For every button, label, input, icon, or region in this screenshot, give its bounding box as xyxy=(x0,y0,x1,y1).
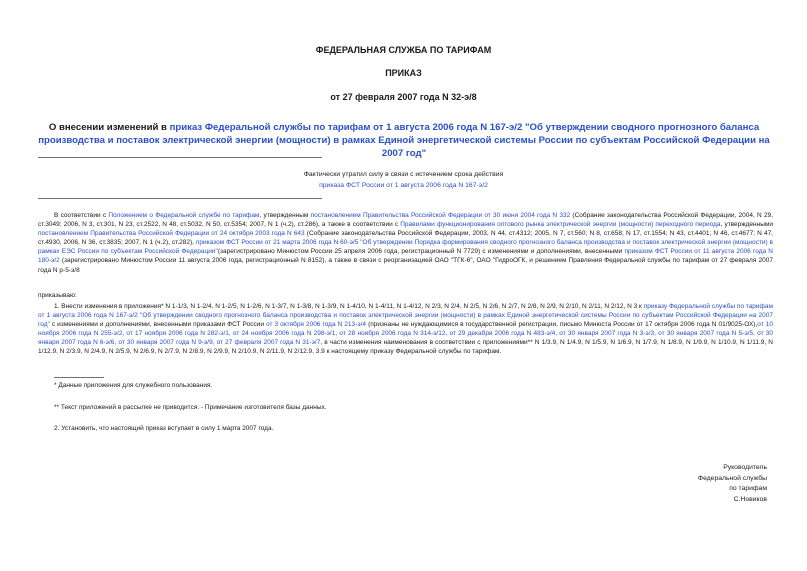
market-rules-link[interactable]: Правилами функционирования оптового рынка электрической энергии (мощности) переходного периода xyxy=(400,221,721,229)
order-60-link[interactable]: приказом ФСТ России от 21 марта 2006 года N 60-э/5 "Об утверждении Порядка формирования сводного прогнозного баланса производства и поставок электрической энергии (мощности) в рамках ЕЭС России по субъектам Российской Федерации" xyxy=(38,239,774,256)
preamble-paragraph: В соответствии с Положением о Федеральной службе по тарифам, утвержденным постановлением Правительства Российской Федерации от 30 июня 2004 года N 332 (Собрание законодательства Российской Федерации, 2004, N 29, ст.3049; 2006, N 3, ст.301, N 23, ст.2522, N 48, ст.5032, N 50, ст.5354; 2007, N 1 (ч.2), ст.286), а также в соответствии с Правилами функционирования оптового рынка электрической энергии (мощности) переходного периода, утвержденными постановлением Правительства Российской Федерации от 24 октября 2003 года N 643 (Собрание законодательства Российской Федерации, 2003, N 44, ст.4312; 2005, N 7, ст.560; N 8, ст.658; N 17, ст.1554; N 43, ст.4401; N 46, ст.4677; N 47, ст.4930, 2006, N 36, ст.3835; 2007, N 1 (ч.2), ст.282), приказом ФСТ России от 21 марта 2006 года N 60-э/5 "Об утверждении Порядка формирования сводного прогнозного баланса производства и поставок электрической энергии (мощности) в рамках ЕЭС России по субъектам Российской Федерации"(зарегистрировано Минюстом России 25 апреля 2006 года, регистрационный N 7729) с изменениями и дополнениями, внесенными приказом ФСТ России от 11 августа 2006 года N 180-э/2 (зарегистрировано Минюстом России 11 августа 2006 года, регистрационный N 8152), а также в связи с реорганизацией ОАО "ТГК-6", ОАО "ГидроОГК, и решением Правления Федеральной службы по тарифам от 27 февраля 2007 года N р-5-э/8 xyxy=(38,212,774,274)
government-decree-link[interactable]: постановлением Правительства Российской Федерации от 30 июня 2004 года N 332 xyxy=(310,212,571,219)
footnote-divider xyxy=(54,377,104,378)
divider-top xyxy=(38,157,322,158)
status-note-link[interactable]: приказа ФСТ России от 1 августа 2006 года N 167-э/2 xyxy=(319,182,488,189)
amending-orders-link[interactable]: от 10 ноября 2006 года N 255-э/2, от 17 ноября 2006 года N 282-э/1, от 24 ноября 2006 года N 298-э/1, от 28 ноября 2006 года N 314-э/12, от 29 декабря 2006 года N 483-э/4, от 30 января 2007 года N 3-э/3, от 30 января 2007 года N 5-э/5, от 30 января 2007 года N 6-э/6, от 30 января 2007 года N 9-э/9, от 27 февраля 2007 года N 31-э/7 xyxy=(38,321,773,347)
decree-643-link[interactable]: постановлением Правительства Российской Федерации от 24 октября 2003 года N 643 xyxy=(38,230,305,238)
status-note-text: Фактически утратил силу в связи с истечением срока действия xyxy=(303,171,504,178)
agency-heading: ФЕДЕРАЛЬНАЯ СЛУЖБА ПО ТАРИФАМ xyxy=(315,45,492,55)
item-1-paragraph: 1. Внести изменения в приложения* N 1-1/3, N 1-2/4, N 1-2/5, N 1-2/6, N 1-3/7, N 1-3/8, N 1-3/9, N 1-4/10, N 1-4/11, N 1-4/12, N 2/3, N 2/4, N 2/5, N 2/6, N 2/7, N 2/8, N 2/9, N 2/10, N 2/11, N 2/12, N 3 к приказу Федеральной службы по тарифам от 1 августа 2006 года N 167-э/2 "Об утверждении сводного прогнозного баланса производства и поставок электрической энергии (мощности) в рамках Единой энергетической системы России по субъектам Российской Федерации на 2007 год" с изменениями и дополнениями, внесенными приказами ФСТ России от 3 октября 2006 года N 213-э/4 (признаны не нуждающимися в государственной регистрации, письмо Минюста России от 17 октября 2006 года N 01/9025-ОХ),от 10 ноября 2006 года N 255-э/2, от 17 ноября 2006 года N 282-э/1, от 24 ноября 2006 года N 298-э/1, от 28 ноября 2006 года N 314-э/12, от 29 декабря 2006 года N 483-э/4, от 30 января 2007 года N 3-э/3, от 30 января 2007 года N 5-э/5, от 30 января 2007 года N 6-э/6, от 30 января 2007 года N 9-э/9, от 27 февраля 2007 года N 31-э/7, в части изменения наименования в соответствии с приложениями** N 1/3.9, N 1/4.9, N 1/5.9, N 1/6.9, N 1/7.9, N 1/8.9, N 1/9.9, N 1/10.9, N 1/11.9, N 1/12.9, N 2/3.9, N 2/4.9, N 2/5.9, N 2/6.9, N 2/7.9, N 2/8.9, N 2/9.9, N 2/10.9, N 2/11.9, N 2/12.9, 3.9 к настоящему приказу Федеральной службы по тарифам. xyxy=(38,303,773,356)
footnote-1: * Данные приложения для служебного пользования. xyxy=(54,382,213,389)
signature-agency-2: по тарифам xyxy=(729,485,767,493)
regulation-link[interactable]: Положением о Федеральной службе по тарифам xyxy=(108,212,260,219)
title-link[interactable]: приказ Федеральной службы по тарифам от 1 августа 2006 года N 167-э/2 "Об утверждении сводного прогнозного баланса производства и поставок электрической энергии (мощности) в рамках Единой энергетической системы России по субъектам Российской Федерации на 2007 год" xyxy=(38,122,770,159)
footnote-2: ** Текст приложений в рассылке не приводится. - Примечание изготовителя базы данных. xyxy=(54,404,327,411)
document-type: ПРИКАЗ xyxy=(385,68,422,78)
status-note-line2 xyxy=(0,181,807,190)
signature-agency: Федеральной службы xyxy=(697,474,767,482)
order-213-link[interactable]: от 3 октября 2006 года N 213-э/4 xyxy=(266,321,367,329)
document-title xyxy=(28,121,780,160)
signature-name: С.Новиков xyxy=(733,495,767,503)
title-prefix: О внесении изменений в xyxy=(48,122,170,133)
document-date-number: от 27 февраля 2007 года N 32-э/8 xyxy=(330,92,477,102)
item-2-paragraph: 2. Установить, что настоящий приказ вступает в силу 1 марта 2007 года. xyxy=(54,425,274,432)
signature-block xyxy=(698,463,767,505)
divider-bottom xyxy=(38,198,322,199)
order-167-link[interactable]: приказу Федеральной службы по тарифам от 1 августа 2006 года N 167-э/2 "Об утверждении сводного прогнозного баланса производства и поставок электрической энергии (мощности) в рамках Единой энергетической системы России по субъектам Российской Федерации на 2007 год" xyxy=(38,303,773,329)
order-180-link[interactable]: приказом ФСТ России от 11 августа 2006 года N 180-э/2 xyxy=(38,248,773,265)
order-word: приказываю: xyxy=(38,292,77,299)
signature-position: Руководитель xyxy=(723,464,767,471)
